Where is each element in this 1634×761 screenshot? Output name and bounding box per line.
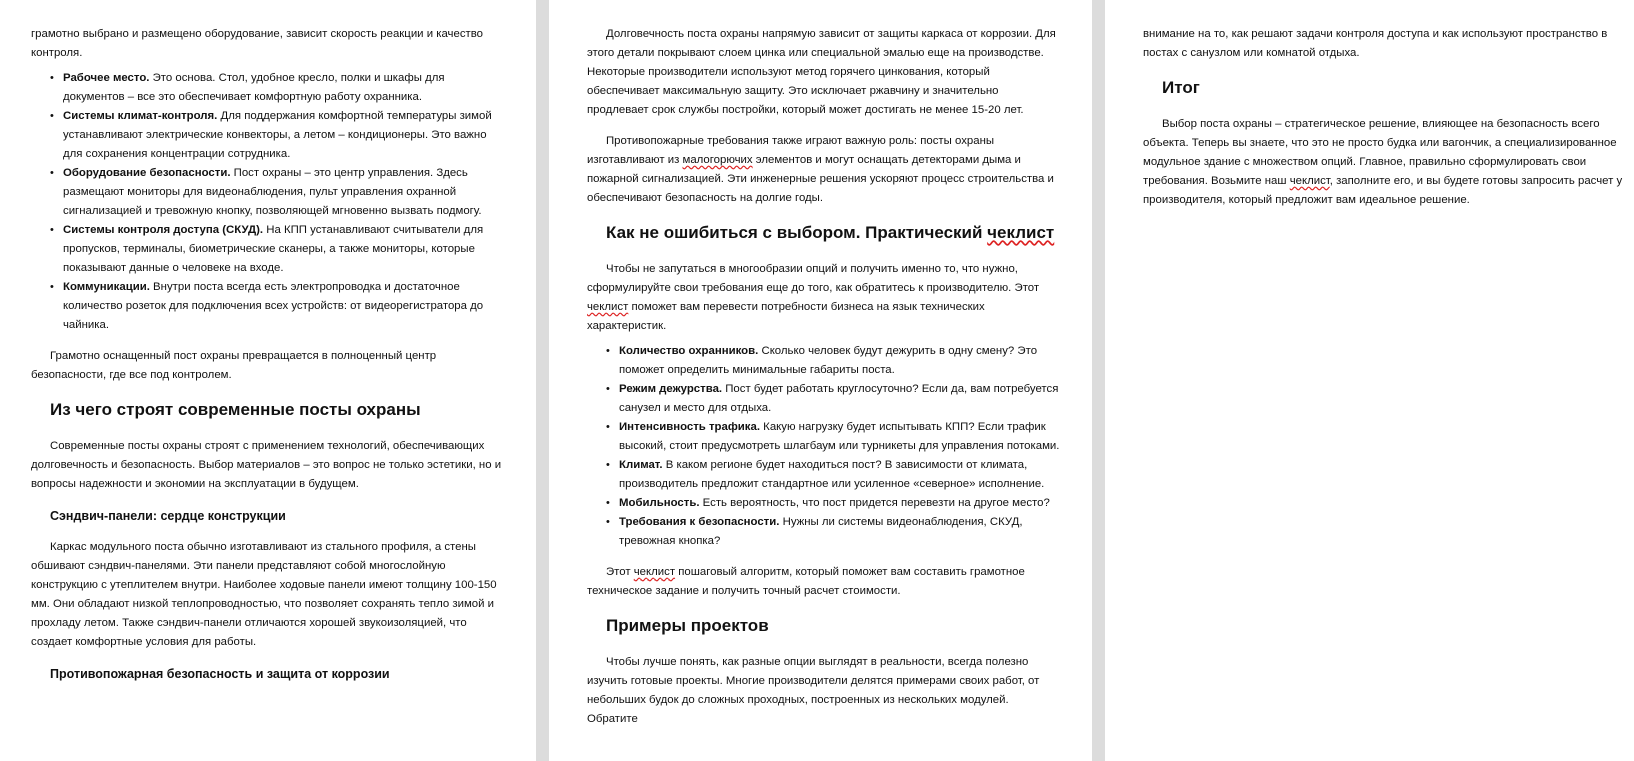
- bullet-icon: •: [50, 167, 54, 179]
- list-item-text: Какую нагрузку будет испытывать КПП? Если трафик высокий, стоит предусмотреть шлагбаум или турникеты для управления потоками.: [619, 421, 1060, 452]
- list-item-text: Пост будет работать круглосуточно? Если да, вам потребуется санузел и место для отдыха.: [619, 383, 1059, 414]
- subheading-fire: Противопожарная безопасность и защита от коррозии: [50, 667, 390, 681]
- list-item-term: Оборудование безопасности.: [63, 167, 231, 179]
- spellcheck-word[interactable]: малогорючих: [682, 154, 753, 166]
- paragraph: Противопожарные требования также играют важную роль: посты охраны изготавливают из малогорючих элементов и могут оснащать детекторами дыма и пожарной сигнализацией. Эти инженерные решения ускоряют процесс строительства и обеспечивают безопасность на долгие годы.: [587, 135, 1054, 204]
- list-item: [606, 342, 1062, 380]
- paragraph: Долговечность поста охраны напрямую зависит от защиты каркаса от коррозии. Для этого детали покрывают слоем цинка или специальной эмалью еще на производстве. Некоторые производители используют метод горячего цинкования, который обеспечивает максимальную защиту. Это исключает ржавчину и значительно продлевает срок службы постройки, который может достигать не менее 15-20 лет.: [587, 28, 1056, 116]
- list-item-text: Это основа. Стол, удобное кресло, полки и шкафы для документов – все это обеспечивает комфортную работу охранника.: [63, 72, 445, 103]
- list-item-term: Количество охранников.: [619, 345, 759, 357]
- spellcheck-word[interactable]: чеклист: [987, 223, 1055, 242]
- list-item-term: Требования к безопасности.: [619, 516, 780, 528]
- document-page-3: [1105, 0, 1634, 761]
- bullet-icon: •: [606, 516, 610, 528]
- paragraph: Чтобы не запутаться в многообразии опций и получить именно то, что нужно, сформулируйте свои требования еще до того, как обратитесь к производителю. Этот чеклист поможет вам перевести потребности бизнеса на язык технических характеристик.: [587, 263, 1040, 332]
- list-item: [50, 69, 506, 107]
- paragraph-intro-continued: грамотно выбрано и размещено оборудование, зависит скорость реакции и качество контроля.: [31, 28, 483, 59]
- checklist-list: [587, 342, 1062, 551]
- list-item: [606, 494, 1062, 513]
- list-item-text: На КПП устанавливают считыватели для пропусков, терминалы, биометрические сканеры, а также мониторы, которые показывают данные о человеке на входе.: [63, 224, 484, 274]
- list-item-term: Климат.: [619, 459, 663, 471]
- list-item-term: Системы климат-контроля.: [63, 110, 218, 122]
- list-item-text: Нужны ли системы видеонаблюдения, СКУД, тревожная кнопка?: [619, 516, 1023, 547]
- subheading-sandwich: Сэндвич-панели: сердце конструкции: [50, 509, 286, 523]
- bullet-icon: •: [606, 421, 610, 433]
- list-item-term: Рабочее место.: [63, 72, 150, 84]
- paragraph: Выбор поста охраны – стратегическое решение, влияющее на безопасность всего объекта. Теперь вы знаете, что это не просто будка или вагончик, а специализированное модульное здание с множеством опций. Главное, правильно сформулировать свои требования. Возьмите наш чеклист, заполните его, и вы будете готовы запросить расчет у производителя, который предложит вам идеальное решение.: [1143, 118, 1623, 206]
- bullet-icon: •: [50, 224, 54, 236]
- list-item-term: Интенсивность трафика.: [619, 421, 761, 433]
- paragraph: Каркас модульного поста обычно изготавливают из стального профиля, а стены обшивают сэндвич-панелями. Эти панели представляют собой многослойную конструкцию с утеплителем внутри. Наиболее ходовые панели имеют толщину 100-150 мм. Они обладают низкой теплопроводностью, что позволяет сохранять тепло зимой и прохладу летом. Также сэндвич-панели отличаются хорошей звукоизоляцией, что создает комфортные условия для работы.: [31, 541, 497, 648]
- spellcheck-word[interactable]: чеклист: [587, 301, 629, 313]
- list-item-text: Сколько человек будут дежурить в одну смену? Это поможет определить минимальные габариты поста.: [619, 345, 1038, 376]
- bullet-icon: •: [606, 497, 610, 509]
- list-item: [606, 513, 1062, 551]
- list-item-text: В каком регионе будет находиться пост? В зависимости от климата, производитель предложит стандартное или усиленное «северное» исполнение.: [619, 459, 1045, 490]
- bullet-icon: •: [606, 459, 610, 471]
- spellcheck-word[interactable]: чеклист: [633, 566, 676, 578]
- heading-checklist: Как не ошибиться с выбором. Практический чеклист: [606, 223, 1055, 242]
- list-item: [50, 221, 506, 278]
- document-page-1: [0, 0, 536, 761]
- list-item: [606, 418, 1062, 456]
- list-item: [50, 107, 506, 164]
- bullet-icon: •: [50, 281, 54, 293]
- bullet-icon: •: [606, 383, 610, 395]
- list-item-text: Пост охраны – это центр управления. Здесь размещают мониторы для видеонаблюдения, пульт управления охранной сигнализацией и тревожную кнопку, позволяющей мгновенно вызвать подмогу.: [63, 167, 482, 217]
- list-item-term: Системы контроля доступа (СКУД).: [63, 224, 264, 236]
- list-item: [50, 164, 506, 221]
- equipment-list: [31, 69, 506, 335]
- list-item-text: Внутри поста всегда есть электропроводка и достаточное количество розеток для подключения всех устройств: от видеорегистратора до чайника.: [63, 281, 484, 331]
- list-item-term: Режим дежурства.: [619, 383, 723, 395]
- bullet-icon: •: [50, 110, 54, 122]
- paragraph: Чтобы лучше понять, как разные опции выглядят в реальности, всегда полезно изучить готовые проекты. Многие производители делятся примерами своих работ, от небольших будок до сложных проходных, построенных из нескольких модулей. Обратите: [587, 656, 1040, 725]
- list-item-text: Для поддержания комфортной температуры зимой устанавливают электрические конвекторы, а летом – кондиционеры. Это важно для сохранения концентрации сотрудника.: [63, 110, 492, 160]
- heading-summary: Итог: [1162, 78, 1200, 97]
- spellcheck-word[interactable]: чеклист: [1289, 175, 1330, 187]
- list-item-term: Мобильность.: [619, 497, 700, 509]
- bullet-icon: •: [50, 72, 54, 84]
- heading-materials: Из чего строят современные посты охраны: [50, 400, 421, 419]
- list-item: [50, 278, 506, 335]
- document-page-2: [549, 0, 1092, 761]
- paragraph-continued: внимание на то, как решают задачи контроля доступа и как используют пространство в постах с санузлом или комнатой отдыха.: [1143, 28, 1608, 59]
- paragraph: Этот чеклист пошаговый алгоритм, который поможет вам составить грамотное техническое задание и получить точный расчет стоимости.: [587, 566, 1025, 597]
- paragraph: Современные посты охраны строят с применением технологий, обеспечивающих долговечность и безопасность. Выбор материалов – это вопрос не только эстетики, но и вопросы надежности и экономии на эксплуатации в будущем.: [31, 440, 502, 490]
- list-item: [606, 380, 1062, 418]
- bullet-icon: •: [606, 345, 610, 357]
- list-item-text: Есть вероятность, что пост придется перевезти на другое место?: [699, 497, 1050, 509]
- heading-examples: Примеры проектов: [606, 616, 769, 635]
- paragraph: Грамотно оснащенный пост охраны превращается в полноценный центр безопасности, где все под контролем.: [31, 350, 437, 381]
- list-item-term: Коммуникации.: [63, 281, 150, 293]
- list-item: [606, 456, 1062, 494]
